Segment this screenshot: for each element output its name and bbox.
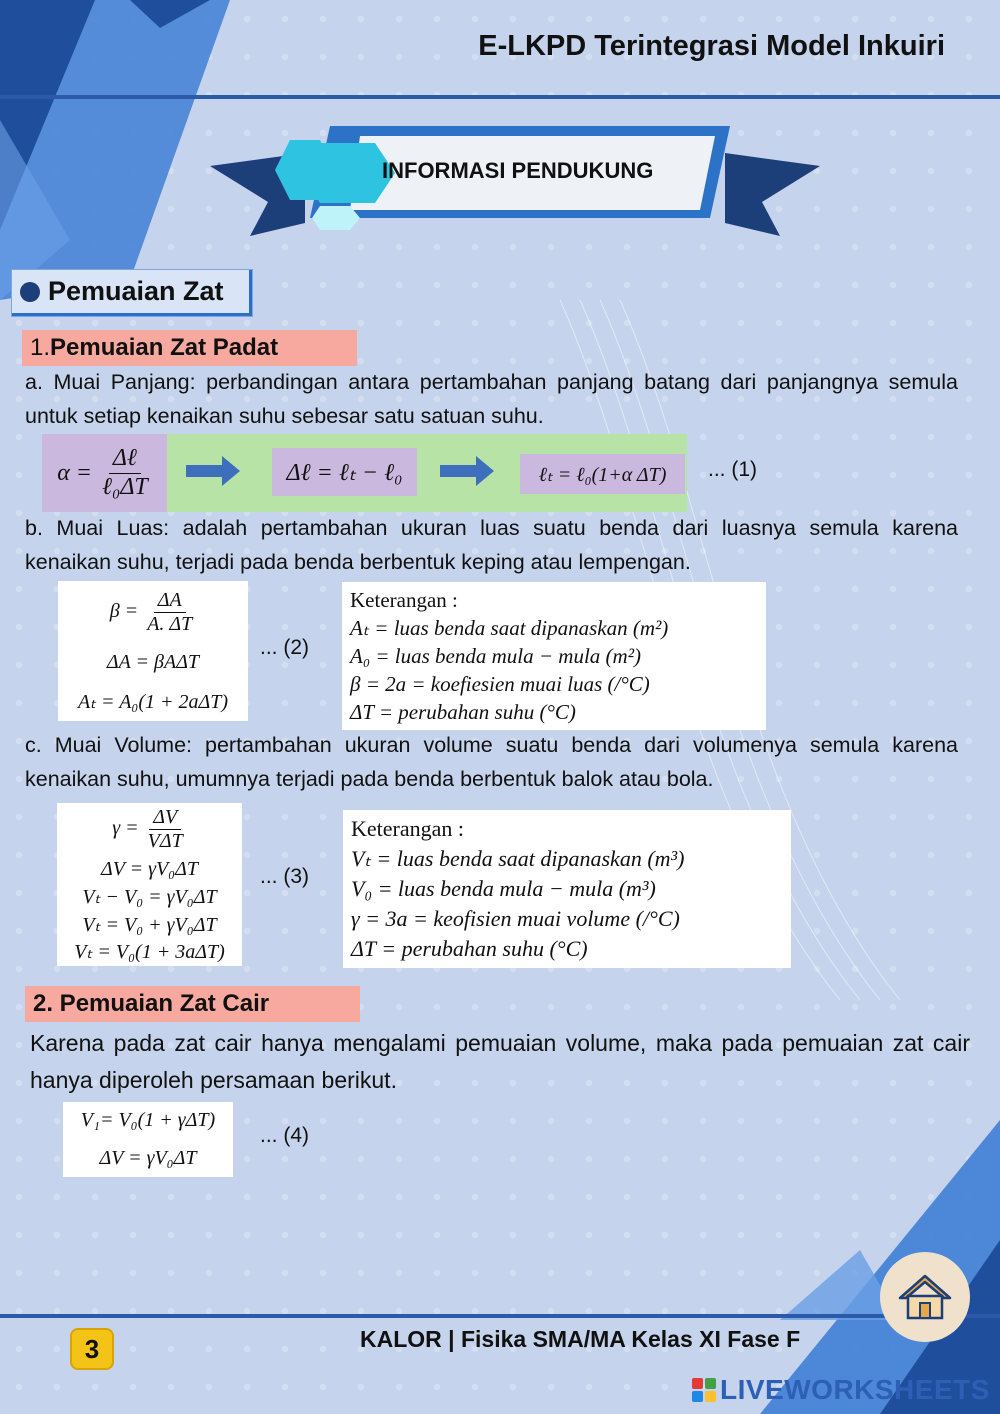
keterangan-title: Keterangan : <box>350 588 458 612</box>
formula-vt-sum: Vₜ = V₀ + γV₀ΔT <box>82 913 217 936</box>
muai-volume-keterangan <box>343 810 791 968</box>
section-title <box>12 270 252 316</box>
muai-volume-formulas <box>57 803 242 966</box>
home-icon <box>898 1272 952 1322</box>
liveworksheets-logo-icon <box>692 1378 716 1402</box>
muai-luas-formulas <box>58 581 248 721</box>
formula-l-t: ℓₜ = ℓ₀(1+α ΔT) <box>520 454 685 494</box>
subheading-padat <box>22 330 357 366</box>
formula-alpha-lhs: α = <box>57 459 92 486</box>
keterangan-line: A₀ = luas benda mula − mula (m²) <box>350 644 641 668</box>
keterangan-line: γ = 3a = keofisien muai volume (/°C) <box>351 906 680 931</box>
formula-v1: V₁= V₀(1 + γΔT) <box>80 1109 216 1132</box>
keterangan-title: Keterangan : <box>351 816 464 841</box>
formula-alpha <box>42 434 167 512</box>
formula-beta-lhs: β = <box>109 599 139 622</box>
formula-alpha-den: ℓ₀ΔT <box>102 473 148 500</box>
formula-beta <box>110 589 197 636</box>
formula-vt-minus-v0: Vₜ − V₀ = γV₀ΔT <box>82 885 217 908</box>
formula-delta-v-cair: ΔV = γV₀ΔT <box>99 1146 197 1169</box>
keterangan-line: Aₜ = luas benda saat dipanaskan (m²) <box>350 616 669 640</box>
arrow-right-icon <box>440 456 494 486</box>
page-number: 3 <box>70 1328 114 1370</box>
subheading-cair: 2. Pemuaian Zat Cair <box>25 986 360 1022</box>
keterangan-line: ΔT = perubahan suhu (°C) <box>350 700 576 724</box>
keterangan-line: β = 2a = koefiesien muai luas (/°C) <box>350 672 650 696</box>
formula-beta-den: A. ΔT <box>147 612 193 635</box>
keterangan-line: V₀ = luas benda mula − mula (m³) <box>351 876 656 901</box>
liveworksheets-text: LIVEWORKSHEETS <box>720 1374 990 1405</box>
home-button[interactable] <box>880 1252 970 1342</box>
liveworksheets-brand[interactable] <box>692 1374 990 1406</box>
equation-ref-3: ... (3) <box>260 865 310 888</box>
equation-ref-2: ... (2) <box>260 636 310 659</box>
footer-divider <box>0 1314 1000 1318</box>
muai-volume-paragraph: c. Muai Volume: pertambahan ukuran volume suatu benda dari volumenya semula karena kenaikan suhu, umumnya terjadi pada benda berbentuk balok atau bola. <box>25 733 958 791</box>
muai-panjang-formula-strip <box>42 434 687 512</box>
formula-delta-v: ΔV = γV₀ΔT <box>100 858 198 881</box>
formula-beta-num: ΔA <box>154 589 186 613</box>
muai-luas-keterangan <box>342 582 766 730</box>
formula-delta-l: Δℓ = ℓₜ − ℓ₀ <box>272 448 417 496</box>
header-title: E-LKPD Terintegrasi Model Inkuiri <box>478 30 945 62</box>
bullet-icon <box>20 282 40 302</box>
header-divider <box>0 95 1000 99</box>
formula-delta-a: ΔA = βAΔT <box>106 650 200 673</box>
section-title-text: Pemuaian Zat <box>48 276 224 306</box>
keterangan-line: ΔT = perubahan suhu (°C) <box>351 936 588 961</box>
muai-panjang-paragraph: a. Muai Panjang: perbandingan antara pertambahan panjang batang dari panjangnya semula untuk setiap kenaikan suhu sebesar satu satuan suhu. <box>25 370 958 428</box>
formula-gamma-num: ΔV <box>149 806 181 830</box>
formula-gamma-lhs: γ = <box>112 816 139 839</box>
banner-label: INFORMASI PENDUKUNG <box>382 158 654 183</box>
formula-gamma-den: VΔT <box>147 829 183 852</box>
formula-alpha-num: Δℓ <box>109 445 141 474</box>
subheading-padat-text: Pemuaian Zat Padat <box>50 334 279 361</box>
zat-cair-formulas <box>63 1102 233 1177</box>
keterangan-line: Vₜ = luas benda saat dipanaskan (m³) <box>351 846 685 871</box>
footer-text: KALOR | Fisika SMA/MA Kelas XI Fase F <box>360 1326 801 1352</box>
formula-vt: Vₜ = V₀(1 + 3aΔT) <box>74 941 225 964</box>
arrow-right-icon <box>186 456 240 486</box>
equation-ref-4: ... (4) <box>260 1124 310 1147</box>
formula-gamma <box>112 806 186 853</box>
subheading-number: 1. <box>30 334 51 361</box>
zat-cair-paragraph: Karena pada zat cair hanya mengalami pemuaian volume, maka pada pemuaian zat cair hanya diperoleh persamaan berikut. <box>30 1030 970 1093</box>
muai-luas-paragraph: b. Muai Luas: adalah pertambahan ukuran luas suatu benda dari luasnya semula karena kenaikan suhu, terjadi pada benda berbentuk keping atau lempengan. <box>25 516 958 574</box>
equation-ref-1: ... (1) <box>708 458 758 481</box>
formula-a-t: Aₜ = A₀(1 + 2aΔT) <box>77 690 229 713</box>
